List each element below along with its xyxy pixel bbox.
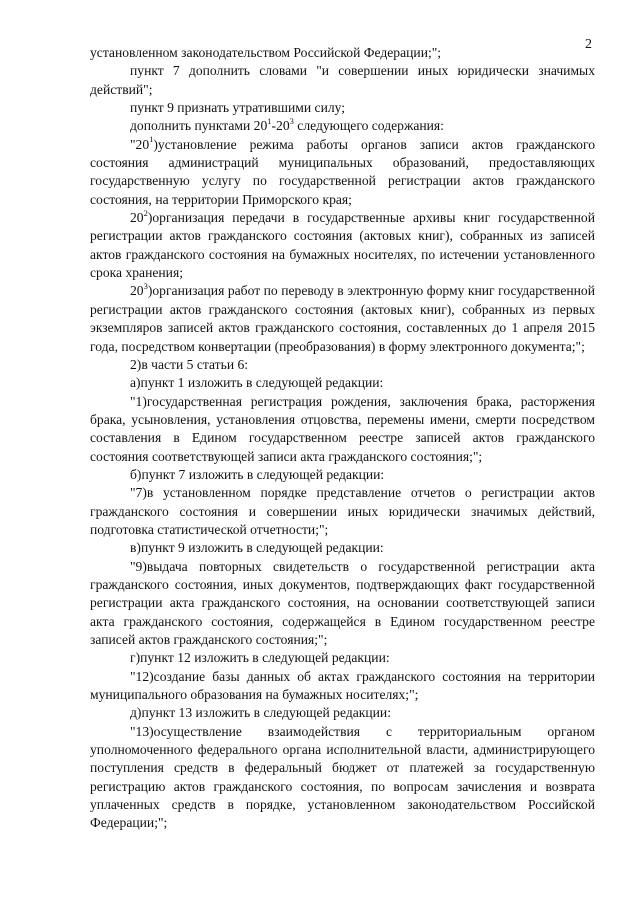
text-fragment: )установление режима работы органов записи актов гражданского состояния администраций муниципальных образований, предоставляющих государственную услугу по государственной регистрации актов гражданского состояния, на территории Приморского края;: [90, 136, 595, 207]
text-fragment: )организация работ по переводу в электронную форму книг государственной регистрации актов гражданского состояния (актовых книг), собранных из первых экземпляров записей актов гражданского состояния, составленных до 1 апреля 2015 года, посредством конвертации (преобразования) в форму электронного документа;";: [90, 283, 595, 354]
paragraph-subitem-v: в)пункт 9 изложить в следующей редакции:: [130, 540, 384, 556]
paragraph-subitem-b: б)пункт 7 изложить в следующей редакции:: [130, 466, 385, 482]
superscript: 3: [289, 115, 294, 126]
paragraph-item-9-repeal: пункт 9 признать утратившими силу;: [130, 100, 346, 116]
paragraph-item-1-text: "1)государственная регистрация рождения, заключения брака, расторжения брака, усыновления, установления отцовства, перемены имени, смерти посредством составления в Едином государственном реестре записей актов гражданского состояния соответствующей записи акта гражданского состояния;";: [90, 393, 595, 464]
superscript: 2: [143, 207, 148, 218]
text-fragment: дополнить пунктами 20: [130, 118, 268, 134]
paragraph-article-6-part-5: 2)в части 5 статьи 6:: [130, 356, 249, 372]
document-body: [90, 44, 595, 833]
paragraph-item-13-text: "13)осуществление взаимодействия с территориальным органом уполномоченного федерального органа исполнительной власти, администрирующего поступления средств в федеральный бюджет от платежей за государственную регистрацию актов гражданского состояния, по вопросам зачисления и возврата уплаченных средств в порядке, установленном законодательством Российской Федерации;";: [90, 723, 595, 831]
paragraph-item-20-2: [90, 209, 595, 282]
superscript: 3: [143, 280, 148, 291]
text-fragment: 20: [130, 283, 144, 299]
paragraph-item-20-1: [90, 136, 595, 209]
superscript: 1: [149, 134, 154, 145]
paragraph-continuation: установленном законодательством Российской Федерации;";: [90, 45, 442, 60]
text-fragment: "20: [130, 136, 150, 152]
text-fragment: следующего содержания:: [293, 118, 444, 134]
paragraph-subitem-d: д)пункт 13 изложить в следующей редакции:: [130, 705, 391, 721]
text-fragment: 20: [130, 210, 144, 226]
paragraph-item-7-text: "7)в установленном порядке представление отчетов о регистрации актов гражданского состояния и совершении иных юридически значимых действий, подготовка статистической отчетности;";: [90, 485, 595, 537]
paragraph-item-20-3: [90, 282, 595, 355]
paragraph-item-9-text: "9)выдача повторных свидетельств о государственной регистрации акта гражданского состояния, иных документов, подтверждающих факт государственной регистрации акта гражданского состояния, на основании соответствующей записи акта гражданского состояния, содержащейся в Едином государственном реестре записей актов гражданского состояния;";: [90, 558, 595, 647]
paragraph-subitem-g: г)пункт 12 изложить в следующей редакции:: [130, 650, 390, 666]
paragraph-add-items: [90, 117, 595, 135]
text-fragment: -20: [271, 118, 290, 134]
paragraph-item-7-addition: пункт 7 дополнить словами "и совершении иных юридически значимых действий";: [90, 63, 595, 97]
paragraph-item-12-text: "12)создание базы данных об актах гражданского состояния на территории муниципального образования на бумажных носителях;";: [90, 668, 595, 703]
text-fragment: )организация передачи в государственные архивы книг государственной регистрации актов гражданского состояния (актовых книг), собранных из записей актов гражданского состояния на бумажных носителях, по истечении установленного срока хранения;: [90, 210, 595, 281]
page-number: 2: [585, 37, 592, 52]
paragraph-subitem-a: а)пункт 1 изложить в следующей редакции:: [130, 375, 384, 391]
superscript: 1: [267, 115, 272, 126]
